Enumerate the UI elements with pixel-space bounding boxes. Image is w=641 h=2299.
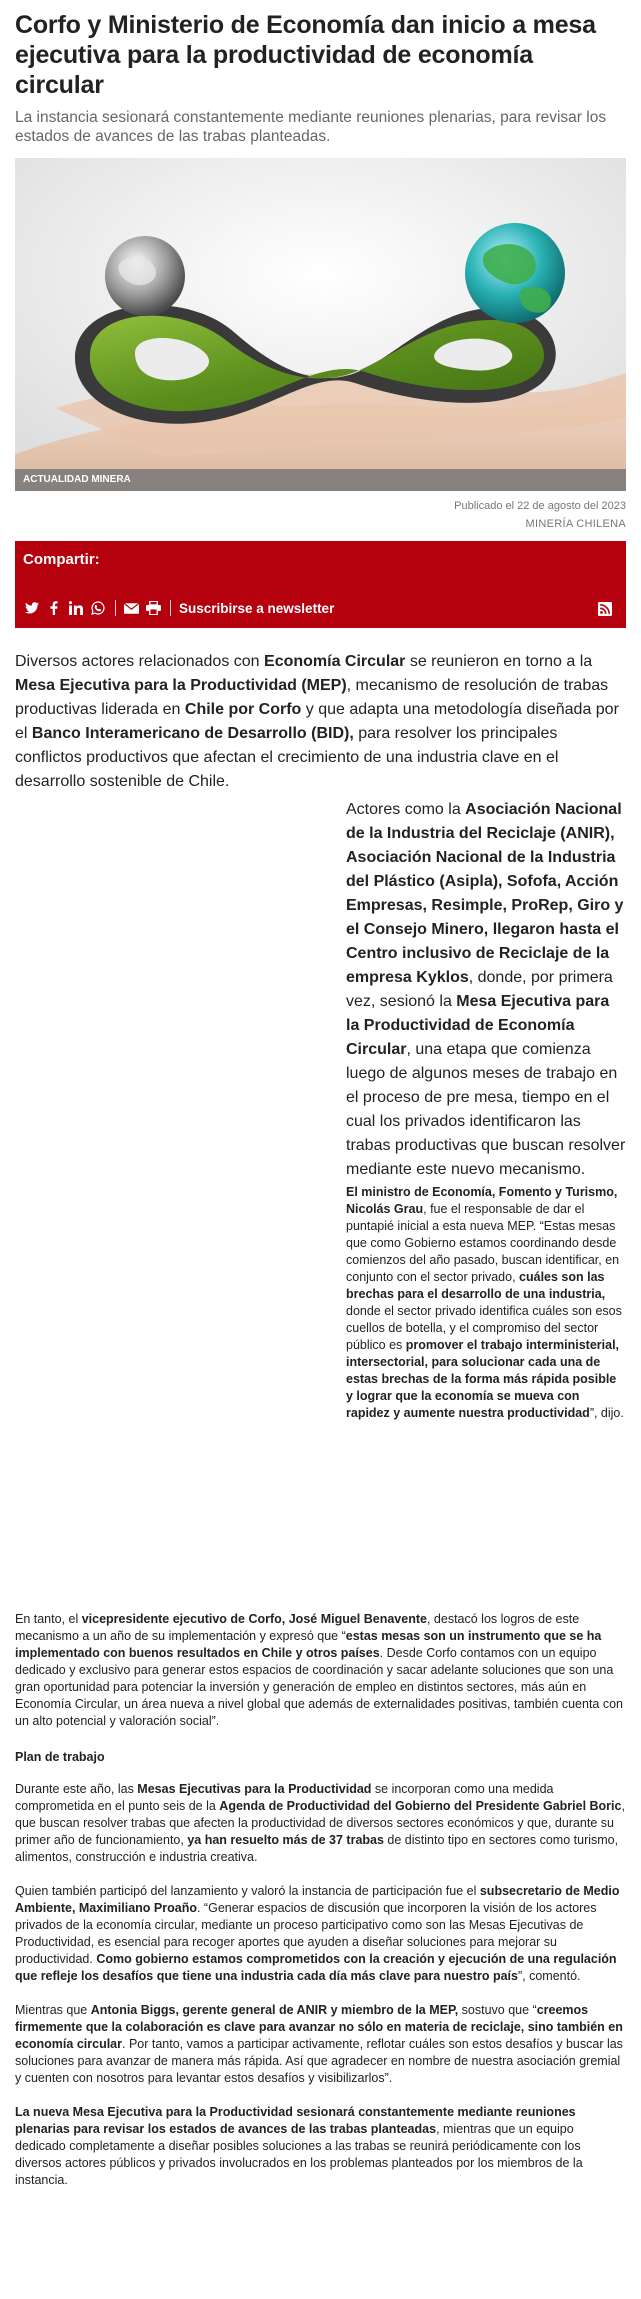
share-box — [15, 541, 626, 628]
article-subtitle: La instancia sesionará constantemente mediante reuniones plenarias, para revisar los estados de avances de las trabas planteadas. — [15, 109, 607, 145]
section-heading-plan: Plan de trabajo — [15, 1750, 105, 1764]
publish-date: Publicado el 22 de agosto del 2023 — [454, 500, 626, 512]
hero-image — [15, 158, 626, 491]
share-bar — [23, 596, 618, 620]
empty-left-area — [15, 1428, 626, 1611]
article-title: Corfo y Ministerio de Economía dan inicio a mesa ejecutiva para la productividad de economía circular — [15, 11, 596, 99]
closing-paragraph: La nueva Mesa Ejecutiva para la Productividad sesionará constantemente mediante reuniones plenarias para revisar los estados de avances de las trabas planteadas, mientras que un equipo dedicado completamente a diseñar posibles soluciones a las trabas se reunirá periódicamente con los diversos actores públicos y privados involucrados en los problemas planteados por los miembros de la instancia. — [15, 2105, 583, 2187]
linkedin-icon[interactable] — [67, 599, 85, 617]
biggs-paragraph: Mientras que Antonia Biggs, gerente general de ANIR y miembro de la MEP, sostuvo que “creemos firmemente que la colaboración es clave para avanzar no sólo en materia de reciclaje, sino también en economía circular. Por tanto, vamos a participar activamente, reflotar cuáles son estos desafíos y buscar las soluciones para avanzar de manera más rápida. Así que agradecer en nombre de nuestra asociación gremial y cuenten con nosotros para levantar estos desafíos y visibilizarlos”. — [15, 2003, 623, 2085]
hero-caption: ACTUALIDAD MINERA — [15, 469, 626, 491]
whatsapp-icon[interactable] — [89, 599, 107, 617]
email-icon[interactable] — [122, 599, 140, 617]
share-title: Compartir: — [23, 551, 100, 568]
lead-paragraph: Diversos actores relacionados con Economía Circular se reunieron en torno a la Mesa Ejecutiva para la Productividad (MEP), mecanismo de resolución de trabas productivas liderada en Chile por Corfo y que adapta una metodología diseñada por el Banco Interamericano de Desarrollo (BID), para resolver los principales conflictos productivos que afectan el crecimiento de una industria clave en el desarrollo sostenible de Chile. — [15, 653, 619, 790]
actors-paragraph: Actores como la Asociación Nacional de la Industria del Reciclaje (ANIR), Asociación Nacional de la Industria del Plástico (Asipla), Sofofa, Acción Empresas, Resimple, ProRep, Giro y el Consejo Minero, llegaron hasta el Centro inclusivo de Reciclaje de la empresa Kyklos, donde, por primera vez, sesionó la Mesa Ejecutiva para la Productividad de Economía Circular, una etapa que comienza luego de algunos meses de trabajo en el proceso de pre mesa, tiempo en el cual los privados identificaron las trabas productivas que buscan resolver mediante este nuevo mecanismo. — [346, 801, 626, 1178]
minister-paragraph: El ministro de Economía, Fomento y Turismo, Nicolás Grau, fue el responsable de dar el puntapié inicial a esta nueva MEP. “Estas mesas que como Gobierno estamos coordinando desde comienzos del año pasado, buscan identificar, en conjunto con el sector privado, cuáles son las brechas para el desarrollo de una industria, donde el sector privado identifica cuáles son esos cuellos de botella, y el compromiso del sector público es promover el trabajo interministerial, intersectorial, para solucionar cada una de estas brechas de la forma más rápida posible y lograr que la economía se mueva con rapidez y aumente nuestra productividad”, dijo. — [346, 1185, 624, 1420]
undersecretary-paragraph: Quien también participó del lanzamiento y valoró la instancia de participación fue el subsecretario de Medio Ambiente, Maximiliano Proaño. “Generar espacios de discusión que incorporen la visión de los actores privados de la economía circular, mediante un proceso participativo como son las Mesas Ejecutivas de Productividad, es esencial para recoger aportes que ayuden a diseñar soluciones para mejorar su productividad. Como gobierno estamos comprometidos con la creación y ejecución de una regulación que refleje los desafíos que tiene una industria cada día más clave para nuestro país”, comentó. — [15, 1884, 620, 1983]
vp-paragraph: En tanto, el vicepresidente ejecutivo de Corfo, José Miguel Benavente, destacó los logros de este mecanismo a un año de su implementación y expresó que “estas mesas son un instrumento que se ha implementado con buenos resultados en Chile y otros países. Desde Corfo contamos con un equipo dedicado y exclusivo para generar estos espacios de coordinación y sacar adelante soluciones que son una gran oportunidad para potenciar la inversión y generación de empleo en distintos sectores, más aún en Economía Circular, un área nueva a nivel global que además de externalidades positivas, también cuenta con un alto potencial y valoración social”. — [15, 1612, 624, 1728]
right-column — [346, 798, 626, 1422]
share-separator — [170, 600, 171, 616]
rss-icon[interactable] — [596, 600, 614, 618]
article-meta — [15, 497, 626, 533]
newsletter-link[interactable]: Suscribirse a newsletter — [179, 600, 335, 616]
facebook-icon[interactable] — [45, 599, 63, 617]
print-icon[interactable] — [144, 599, 162, 617]
body-wrap — [15, 798, 626, 1730]
plan-paragraph: Durante este año, las Mesas Ejecutivas para la Productividad se incorporan como una medida comprometida en el punto seis de la Agenda de Productividad del Gobierno del Presidente Gabriel Boric, que buscan resolver trabas que afecten la productividad de diversos sectores económicos y que, durante su primer año de funcionamiento, ya han resuelto más de 37 trabas de distinto tipo en sectores como turismo, alimentos, construcción e industria creativa. — [15, 1782, 625, 1864]
twitter-icon[interactable] — [23, 599, 41, 617]
share-separator — [115, 600, 116, 616]
article-source: MINERÍA CHILENA — [525, 518, 626, 530]
infinity-loop-illustration — [15, 158, 626, 491]
